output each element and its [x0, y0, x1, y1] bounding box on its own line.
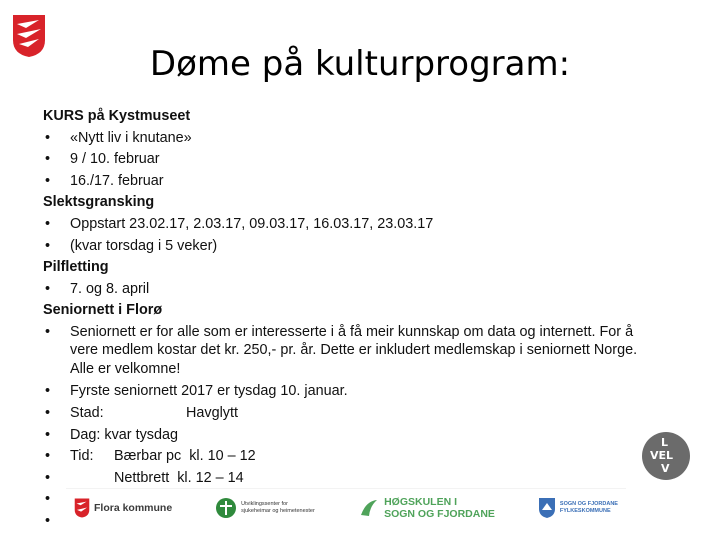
section-heading-seniornett: Seniornett i Florø — [43, 302, 163, 319]
list-item-stad — [43, 403, 643, 425]
list-item: • (kvar torsdag i 5 veker) — [43, 236, 643, 258]
partner-logo-strip — [66, 488, 626, 526]
tid-tablet: Nettbrett — [114, 469, 170, 486]
flora-logo-text: Flora kommune — [94, 501, 173, 514]
list-item-tid-nettbrett — [43, 468, 643, 490]
section-heading-kurs: KURS på Kystmuseet — [43, 108, 191, 124]
sfj-line1: SOGN OG FJORDANE — [559, 500, 618, 507]
list-item: • 16./17. februar — [43, 171, 643, 193]
hogskulen-line2: SOGN OG FJORDANE — [384, 507, 495, 520]
hogskulen-logo — [358, 496, 495, 520]
sfj-fylkeskommune-logo — [538, 497, 618, 519]
stad-value: Havglytt — [186, 405, 238, 422]
page-title: Døme på kulturprogram: — [149, 44, 571, 84]
list-item: • Fyrste seniornett 2017 er tysdag 10. januar. — [43, 381, 643, 403]
tid-label: Tid: — [70, 448, 94, 465]
utviklingssenter-logo — [215, 497, 315, 519]
program-list — [43, 106, 643, 533]
list-item: • Oppstart 23.02.17, 2.03.17, 09.03.17, 16.03.17, 23.03.17 — [43, 214, 643, 236]
stad-label: Stad: — [70, 405, 104, 422]
leve-vel-logo — [642, 432, 690, 480]
sfj-line2: FYLKESKOMMUNE — [559, 507, 611, 514]
list-item-seniornett-description: • Seniornett er for alle som er interesserte i å få meir kunnskap om data og internett. For å vere medlem kostar det kr. 250,- pr. år. Dette er inkludert medlemskap i seniornett Norge. Alle er velkomne! — [43, 323, 643, 379]
list-item: • 9 / 10. februar — [43, 149, 643, 171]
list-item-dag — [43, 425, 643, 447]
list-item: • 7. og 8. april — [43, 279, 643, 301]
lvel-top: L — [661, 436, 669, 449]
lvel-bottom: V — [661, 462, 670, 475]
flora-kommune-logo — [74, 498, 172, 518]
utviklingssenter-emblem-icon — [215, 497, 237, 519]
tid-pc: Bærbar pc — [114, 448, 182, 465]
dag-label: Dag: — [70, 426, 101, 443]
list-item-tid — [43, 446, 643, 468]
section-heading-pilfletting: Pilfletting — [43, 259, 109, 276]
tid-pc-time: kl. 10 – 12 — [189, 448, 256, 465]
list-item: • «Nytt liv i knutane» — [43, 128, 643, 150]
dag-value: kvar tysdag — [104, 426, 178, 443]
hogskulen-emblem-icon — [358, 497, 380, 519]
lvel-middle: VEL — [650, 449, 674, 462]
tid-tablet-time: kl. 12 – 14 — [177, 469, 244, 486]
flora-crest-icon — [74, 498, 90, 518]
utviklingssenter-text: Utviklingssenter for sjukeheimar og heimetenester — [241, 501, 315, 514]
section-heading-slektsgransking: Slektsgransking — [43, 194, 155, 211]
hogskulen-line1: HØGSKULEN I — [384, 495, 458, 508]
sfj-shield-icon — [538, 497, 556, 519]
